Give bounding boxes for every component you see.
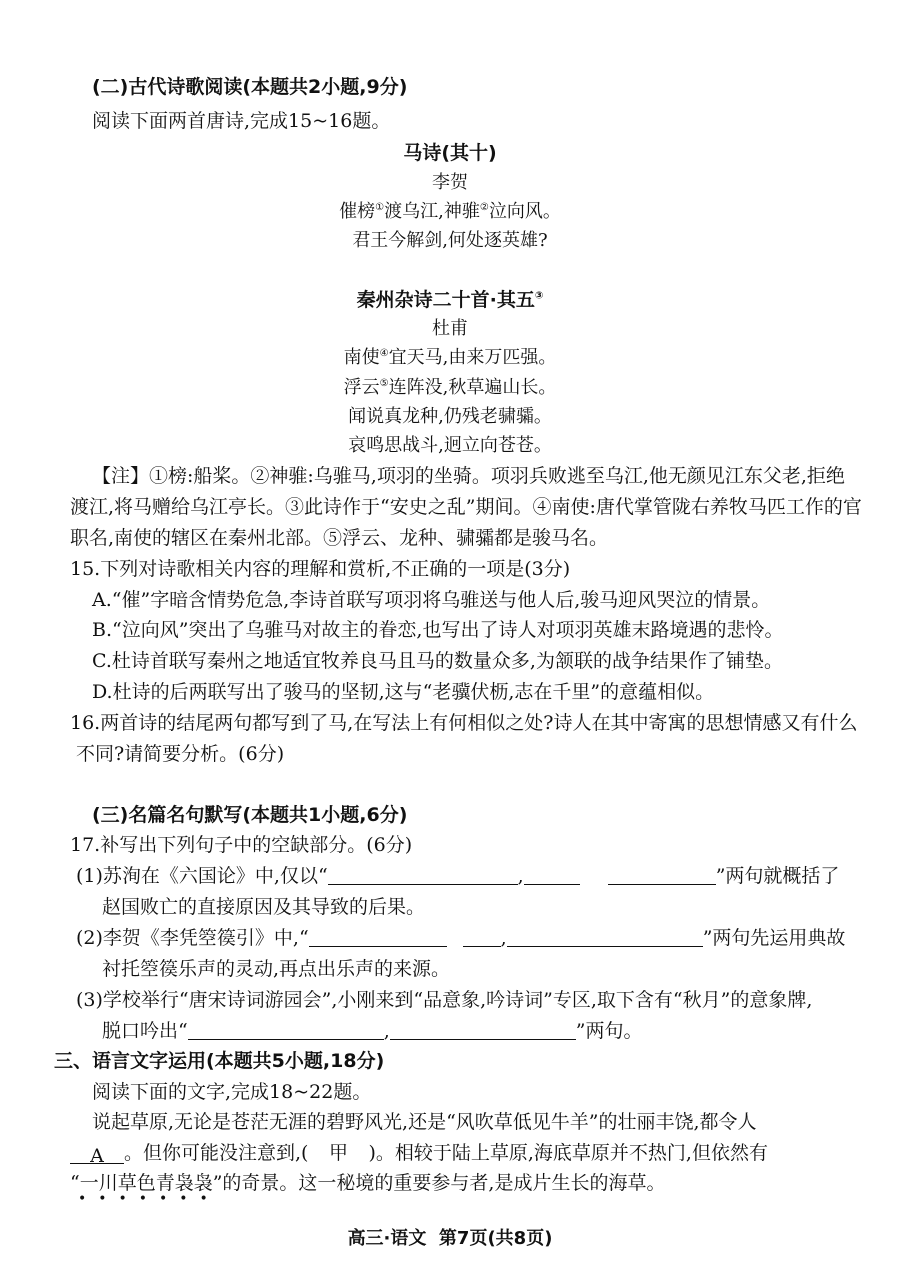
answer-blank[interactable] <box>390 1019 576 1040</box>
notes-line1: 【注】①榜:船桨。②神骓:乌骓马,项羽的坐骑。项羽兵败逃至乌江,他无颜见江东父老,拒绝 <box>92 465 845 487</box>
section2-instruction: 阅读下面两首唐诗,完成15~16题。 <box>92 110 391 132</box>
poem1-author: 李贺 <box>432 172 468 193</box>
answer-blank[interactable] <box>328 864 518 885</box>
q17-part1-line2: 赵国败亡的直接原因及其导致的后果。 <box>102 896 426 918</box>
q15-stem: 15.下列对诗歌相关内容的理解和赏析,不正确的一项是(3分) <box>70 558 571 580</box>
q15-option-c: C.杜诗首联写秦州之地适宜牧养良马且马的数量众多,为颔联的战争结果作了铺垫。 <box>92 650 783 672</box>
emphasis-dots: ••••••• <box>78 1191 220 1207</box>
answer-blank[interactable] <box>309 926 447 947</box>
blank-jia: 甲 <box>328 1142 348 1164</box>
q15-option-d: D.杜诗的后两联写出了骏马的坚韧,这与“老骥伏枥,志在千里”的意蕴相似。 <box>92 681 715 703</box>
note-ref-4: ④ <box>379 348 389 359</box>
q16-line1: 16.两首诗的结尾两句都写到了马,在写法上有何相似之处?诗人在其中寄寓的思想情感又有什么 <box>70 712 858 734</box>
poem2-author: 杜甫 <box>432 318 468 339</box>
passage-line2: A 。但你可能没注意到,( 甲 )。相较于陆上草原,海底草原并不热门,但依然有 <box>70 1140 768 1166</box>
section3-heading: (三)名篇名句默写(本题共1小题,6分) <box>92 804 408 826</box>
part3-heading: 三、语言文字运用(本题共5小题,18分) <box>54 1050 385 1072</box>
note-ref-2: ② <box>479 202 489 213</box>
part3-instruction: 阅读下面的文字,完成18~22题。 <box>92 1081 372 1103</box>
poem1-line1: 催榜①渡乌江,神骓②泣向风。 <box>339 201 561 222</box>
note-ref-3: ③ <box>534 290 544 302</box>
q17-stem: 17.补写出下列句子中的空缺部分。(6分) <box>70 834 413 856</box>
q17-part1-line1: (1)苏洵在《六国论》中,仅以“ , ”两句就概括了 <box>76 865 840 887</box>
q15-option-a: A.“催”字暗含情势危急,李诗首联写项羽将乌骓送与他人后,骏马迎风哭泣的情景。 <box>92 589 771 611</box>
poem2-line3: 闻说真龙种,仍残老骕骦。 <box>348 406 552 427</box>
q17-part2-line2: 衬托箜篌乐声的灵动,再点出乐声的来源。 <box>102 958 451 980</box>
answer-blank[interactable] <box>188 1019 384 1040</box>
answer-blank[interactable] <box>463 926 501 947</box>
q17-part3-line1: (3)学校举行“唐宋诗词游园会”,小刚来到“品意象,吟诗词”专区,取下含有“秋月”的意象牌, <box>76 989 813 1011</box>
notes-line2: 渡江,将马赠给乌江亭长。③此诗作于“安史之乱”期间。④南使:唐代掌管陇右养牧马匹工作的官 <box>70 496 862 518</box>
poem2-line4: 哀鸣思战斗,迥立向苍苍。 <box>348 435 552 456</box>
note-ref-5: ⑤ <box>379 378 389 389</box>
q15-option-b: B.“泣向风”突出了乌骓马对故主的眷恋,也写出了诗人对项羽英雄末路境遇的悲怜。 <box>92 619 784 641</box>
poem2-title: 秦州杂诗二十首·其五③ <box>356 289 544 311</box>
passage-line1: 说起草原,无论是苍茫无涯的碧野风光,还是“风吹草低见牛羊”的壮丽丰饶,都令人 <box>92 1111 757 1133</box>
poem2-line1: 南使④宜天马,由来万匹强。 <box>343 347 557 368</box>
poem1-title: 马诗(其十) <box>403 142 497 164</box>
answer-blank[interactable] <box>608 864 716 885</box>
q17-part3-line2: 脱口吟出“ , ”两句。 <box>102 1020 643 1042</box>
note-ref-1: ① <box>375 202 385 213</box>
answer-blank[interactable] <box>507 926 703 947</box>
page-footer: 高三·语文 第7页(共8页) <box>347 1228 553 1249</box>
q16-line2: 不同?请简要分析。(6分) <box>76 743 285 765</box>
notes-line3: 职名,南使的辖区在秦州北部。⑤浮云、龙种、骕骦都是骏马名。 <box>70 527 609 549</box>
q17-part2-line1: (2)李贺《李凭箜篌引》中,“ , ”两句先运用典故 <box>76 927 846 949</box>
poem2-line2: 浮云⑤连阵没,秋草遍山长。 <box>343 377 557 398</box>
answer-blank[interactable] <box>524 864 580 885</box>
passage-line3: “一川草色青袅袅”的奇景。这一秘境的重要参与者,是成片生长的海草。 <box>70 1172 666 1194</box>
poem1-line2: 君王今解剑,何处逐英雄? <box>352 230 548 251</box>
section2-heading: (二)古代诗歌阅读(本题共2小题,9分) <box>92 76 408 98</box>
blank-a[interactable]: A <box>70 1143 124 1164</box>
